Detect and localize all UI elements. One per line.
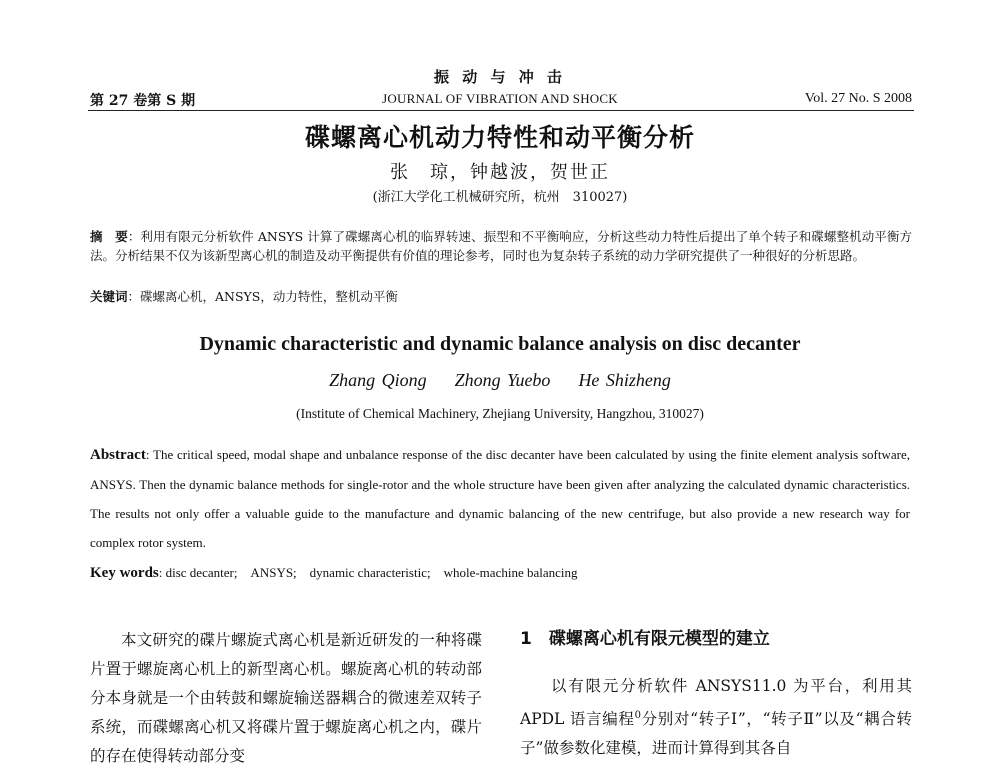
issue-label-cn: 第 27 卷第 S 期 xyxy=(90,93,196,109)
paper-title-cn: 碟螺离心机动力特性和动平衡分析 xyxy=(304,123,695,152)
authors-cn: 张 琼，钟越波，贺世正 xyxy=(390,162,610,183)
keywords-cn-label: 关键词 xyxy=(90,289,128,304)
abstract-en-label: Abstract xyxy=(90,447,146,463)
affiliation-en: (Institute of Chemical Machinery, Zhejiang University, Hangzhou, 310027) xyxy=(296,406,704,421)
affiliation-cn: (浙江大学化工机械研究所，杭州 310027) xyxy=(372,190,628,205)
keywords-en-label: Key words xyxy=(90,565,159,581)
body-right-paragraph xyxy=(520,672,912,763)
author-en-1: Zhang Qiong xyxy=(329,370,427,390)
keywords-cn xyxy=(90,287,912,305)
authors-en xyxy=(0,370,1000,391)
author-en-3: He Shizheng xyxy=(578,370,671,390)
keywords-en-text: : disc decanter; ANSYS; dynamic characteristic; whole-machine balancing xyxy=(158,565,578,580)
body-right-text-a: 以有限元分析软件 ANSYS11.0 为平台，利用其 APDL 语言编程 xyxy=(520,677,912,729)
section-heading-1: 1 碟螺离心机有限元模型的建立 xyxy=(520,629,770,649)
journal-name-en: JOURNAL OF VIBRATION AND SHOCK xyxy=(382,91,618,106)
abstract-cn-text: ：利用有限元分析软件 ANSYS 计算了碟螺离心机的临界转速、振型和不平衡响应，分析这些动力特性后提出了单个转子和碟螺整机动平衡方法。分析结果不仅为该新型离心机的制造及动平衡提供有价值的理论参考，同时也为复杂转子系统的动力学研究提供了一种很好的分析思路。 xyxy=(90,229,912,263)
body-left-paragraph: 本文研究的碟片螺旋式离心机是新近研发的一种将碟片置于螺旋离心机上的新型离心机。螺旋离心机的转动部分本身就是一个由转鼓和螺旋输送器耦合的微速差双转子系统，而碟螺离心机又将碟片置于螺旋离心机之内，碟片的存在使得转动部分变 xyxy=(90,631,482,765)
journal-name-cn: 振 动 与 冲 击 xyxy=(434,68,566,86)
body-right-text-b: 分别对“转子Ⅰ”，“转子Ⅱ”以及“耦合转子”做参数化建模，进而计算得到其各自 xyxy=(520,710,912,758)
paper-title-en: Dynamic characteristic and dynamic balance analysis on disc decanter xyxy=(199,333,801,355)
keywords-cn-text: ：碟螺离心机，ANSYS，动力特性，整机动平衡 xyxy=(127,289,398,304)
abstract-cn-label: 摘 要 xyxy=(90,229,128,244)
abstract-en-text: : The critical speed, modal shape and unbalance response of the disc decanter have been calculated by using the finite element analysis software, ANSYS. Then the dynamic balance methods for single-rotor and the whole structure have been given after analyzing the calculated dynamic characteristics. The results not only offer a valuable guide to the manufacture and dynamic balancing of the new centrifuge, but also provide a new research way for complex rotor system. xyxy=(90,447,910,550)
volume-label-en: Vol. 27 No. S 2008 xyxy=(804,91,912,106)
abstract-cn xyxy=(90,228,912,265)
author-en-2: Zhong Yuebo xyxy=(454,370,551,390)
citation-sup: 0 xyxy=(634,710,641,721)
abstract-en xyxy=(90,440,910,557)
header-rule xyxy=(88,110,914,111)
keywords-en xyxy=(90,562,910,582)
